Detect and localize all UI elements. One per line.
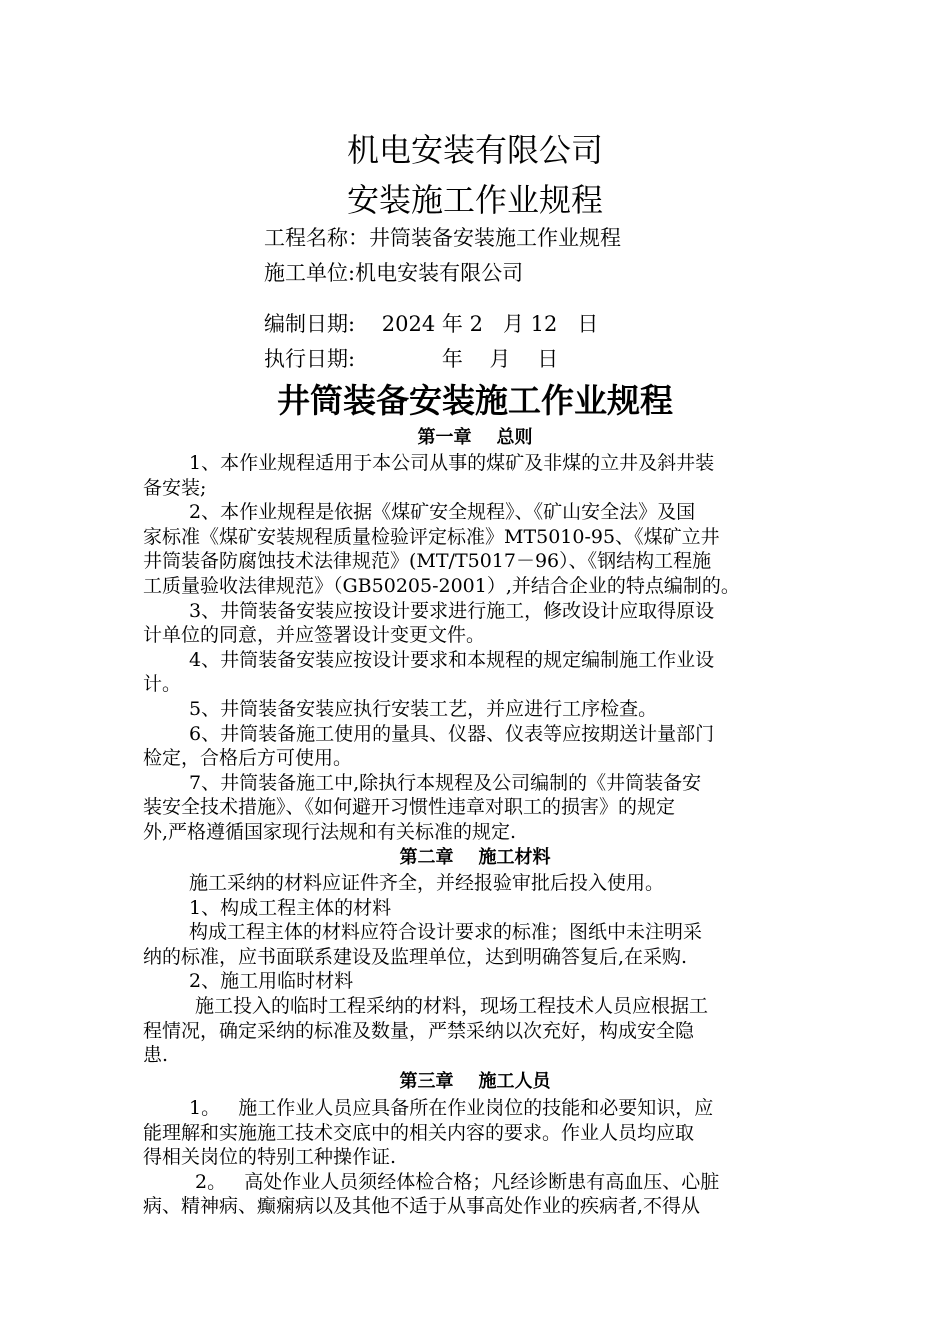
chapter-heading: 第三章 施工人员 bbox=[399, 1071, 551, 1092]
paragraph-line: 1。 施工作业人员应具备所在作业岗位的技能和必要知识，应 bbox=[189, 1097, 714, 1119]
chapter-heading: 第一章 总则 bbox=[417, 427, 533, 448]
paragraph-line: 检定，合格后方可使用。 bbox=[143, 747, 353, 770]
company-title: 机电安装有限公司 bbox=[346, 131, 603, 169]
paragraph-line: 6、井筒装备施工使用的量具、仪器、仪表等应按期送计量部门 bbox=[189, 722, 715, 745]
paragraph-line: 计。 bbox=[143, 673, 182, 696]
paragraph-line: 4、井筒装备安装应按设计要求和本规程的规定编制施工作业设 bbox=[189, 648, 715, 671]
paragraph-line: 计单位的同意，并应签署设计变更文件。 bbox=[143, 624, 486, 647]
chapter-body bbox=[143, 1096, 813, 1219]
paragraph-line: 外,严格遵循国家现行法规和有关标准的规定. bbox=[143, 820, 517, 843]
chapter-heading: 第二章 施工材料 bbox=[399, 847, 551, 868]
paragraph-line: 2、施工用临时材料 bbox=[189, 970, 354, 993]
paragraph-line: 得相关岗位的特别工种操作证. bbox=[143, 1146, 397, 1169]
paragraph-line: 能理解和实施施工技术交底中的相关内容的要求。作业人员均应取 bbox=[143, 1121, 695, 1144]
paragraph-line: 程情况，确定采纳的标准及数量，严禁采纳以次充好，构成安全隐 bbox=[143, 1019, 695, 1042]
main-title: 井筒装备安装施工作业规程 bbox=[277, 381, 673, 420]
paragraph-line: 1、构成工程主体的材料 bbox=[189, 896, 392, 919]
paragraph-line: 备安装; bbox=[143, 476, 207, 499]
paragraph-line: 施工投入的临时工程采纳的材料，现场工程技术人员应根据工 bbox=[189, 994, 709, 1017]
paragraph-line: 7、井筒装备施工中,除执行本规程及公司编制的《井筒装备安 bbox=[189, 771, 702, 794]
paragraph-line: 2。 高处作业人员须经体检合格；凡经诊断患有高血压、心脏 bbox=[189, 1170, 720, 1193]
construction-unit: 施工单位:机电安装有限公司 bbox=[264, 261, 524, 285]
paragraph-line: 工质量验收法律规范》（GB50205-2001）,并结合企业的特点编制的。 bbox=[143, 574, 740, 597]
paragraph-line: 纳的标准，应书面联系建设及监理单位，达到明确答复后,在采购. bbox=[143, 945, 688, 968]
paragraph-line: 家标准《煤矿安装规程质量检验评定标准》MT5010-95、《煤矿立井 bbox=[143, 525, 720, 548]
document-title: 安装施工作业规程 bbox=[346, 181, 603, 219]
paragraph-line: 1、本作业规程适用于本公司从事的煤矿及非煤的立井及斜井装 bbox=[189, 452, 715, 474]
chapter-body bbox=[143, 871, 813, 1068]
paragraph-line: 装安全技术措施》、《如何避开习惯性违章对职工的损害》的规定 bbox=[143, 796, 676, 819]
paragraph-line: 病、精神病、癫痫病以及其他不适于从事高处作业的疾病者,不得从 bbox=[143, 1195, 701, 1218]
paragraph-line: 患. bbox=[143, 1044, 169, 1067]
chapter-body bbox=[143, 451, 813, 845]
paragraph-line: 2、本作业规程是依据《煤矿安全规程》、《矿山安全法》及国 bbox=[189, 501, 696, 524]
compile-date: 编制日期: 2024 年 2 月 12 日 bbox=[264, 312, 599, 336]
paragraph-line: 井筒装备防腐蚀技术法律规范》(MT/T5017－96）、《钢结构工程施 bbox=[143, 550, 712, 573]
paragraph-line: 施工采纳的材料应证件齐全，并经报验审批后投入使用。 bbox=[189, 872, 665, 894]
execute-date: 执行日期: 年 月 日 bbox=[264, 347, 559, 371]
project-name: 工程名称：井筒装备安装施工作业规程 bbox=[264, 226, 621, 250]
paragraph-line: 5、井筒装备安装应执行安装工艺，并应进行工序检查。 bbox=[189, 697, 658, 720]
paragraph-line: 构成工程主体的材料应符合设计要求的标准；图纸中未注明采 bbox=[189, 921, 703, 944]
paragraph-line: 3、井筒装备安装应按设计要求进行施工，修改设计应取得原设 bbox=[189, 599, 715, 622]
